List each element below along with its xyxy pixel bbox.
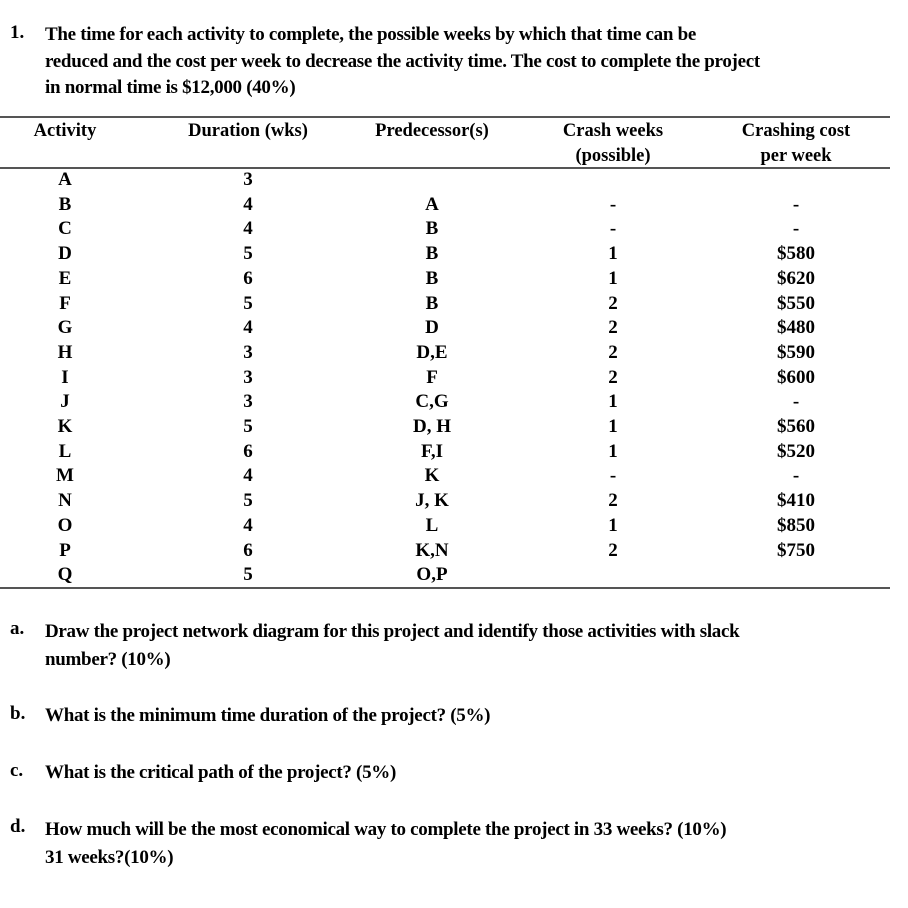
cell-crashing-cost: $580: [777, 243, 815, 265]
table-bottom-rule: [0, 587, 890, 589]
cell-predecessors: B: [425, 267, 439, 289]
table-row: [0, 341, 890, 366]
cell-predecessors: B: [425, 243, 439, 265]
cell-crash-weeks: 2: [608, 490, 618, 512]
cell-duration: 5: [243, 564, 253, 586]
table-top-rule: [0, 116, 890, 118]
table-row: [0, 390, 890, 415]
cell-activity: N: [58, 490, 72, 512]
table-row: [0, 415, 890, 440]
subquestion-text: What is the critical path of the project? (5%): [45, 762, 397, 783]
cell-crash-weeks: 1: [608, 514, 618, 536]
cell-duration: 5: [243, 243, 253, 265]
cell-duration: 3: [243, 391, 253, 413]
cell-crashing-cost: -: [792, 391, 800, 413]
subquestion-line: Draw the project network diagram for this project and identify those activities with slack: [45, 621, 740, 642]
table-row: [0, 489, 890, 514]
cell-crashing-cost: $550: [777, 292, 815, 314]
cell-activity: H: [57, 341, 73, 363]
table-row: [0, 193, 890, 218]
subquestion-text: [45, 816, 895, 872]
table-row: [0, 316, 890, 341]
header-activity: Activity: [33, 121, 97, 141]
cell-crashing-cost: -: [792, 193, 800, 215]
cell-duration: 3: [243, 366, 253, 388]
subquestion-line: number? (10%): [45, 649, 171, 670]
cell-predecessors: K,N: [415, 539, 449, 561]
table-row: [0, 514, 890, 539]
cell-activity: E: [58, 267, 72, 289]
question-number: 1.: [10, 22, 25, 43]
cell-predecessors: D,E: [416, 341, 448, 363]
cell-predecessors: O,P: [416, 564, 448, 586]
cell-crashing-cost: $750: [777, 539, 815, 561]
cell-crashing-cost: $480: [777, 317, 815, 339]
cell-crash-weeks: 1: [608, 267, 618, 289]
cell-activity: O: [57, 514, 73, 536]
cell-activity: C: [58, 218, 72, 240]
cell-crash-weeks: 2: [608, 539, 618, 561]
cell-duration: 6: [243, 539, 253, 561]
cell-crash-weeks: -: [609, 465, 617, 487]
cell-predecessors: J, K: [415, 490, 449, 512]
cell-crash-weeks: 2: [608, 366, 618, 388]
cell-duration: 5: [243, 292, 253, 314]
subquestion-label: a.: [10, 618, 25, 639]
cell-duration: 4: [243, 193, 253, 215]
cell-activity: K: [57, 416, 73, 437]
cell-duration: 4: [243, 218, 253, 240]
cell-crash-weeks: -: [609, 218, 617, 240]
question-line: in normal time is $12,000 (40%): [45, 77, 296, 98]
header-duration: Duration (wks): [188, 121, 308, 141]
cell-crash-weeks: 1: [608, 440, 618, 462]
table-row: [0, 292, 890, 317]
cell-predecessors: K: [424, 465, 440, 487]
cell-crashing-cost: -: [792, 465, 800, 487]
header-line: Crash weeks: [562, 121, 664, 141]
cell-crashing-cost: $520: [777, 440, 815, 462]
cell-crash-weeks: -: [609, 193, 617, 215]
header-crash-weeks: [543, 119, 683, 169]
cell-predecessors: C,G: [415, 391, 449, 413]
table-row: [0, 440, 890, 465]
table-row: [0, 267, 890, 292]
cell-crash-weeks: 2: [608, 341, 618, 363]
cell-crashing-cost: $620: [777, 267, 815, 289]
cell-duration: 4: [243, 317, 253, 339]
cell-duration: 3: [243, 169, 253, 190]
header-line: (possible): [575, 146, 651, 166]
cell-activity: I: [61, 366, 69, 388]
cell-crash-weeks: 1: [608, 243, 618, 265]
cell-duration: 4: [243, 465, 253, 487]
cell-predecessors: B: [425, 292, 439, 314]
cell-activity: F: [59, 292, 71, 314]
cell-crashing-cost: $600: [777, 366, 815, 388]
cell-crashing-cost: $410: [777, 490, 815, 512]
table-row: [0, 563, 890, 588]
cell-crashing-cost: $850: [777, 514, 815, 536]
header-predecessors: Predecessor(s): [375, 121, 489, 141]
subquestion-label: d.: [10, 816, 26, 837]
subquestion-label: b.: [10, 703, 26, 724]
cell-duration: 6: [243, 440, 253, 462]
question-text: [45, 22, 895, 102]
cell-predecessors: L: [425, 514, 439, 536]
cell-crash-weeks: 1: [608, 391, 618, 413]
cell-predecessors: A: [425, 193, 439, 215]
question-line: reduced and the cost per week to decrease the activity time. The cost to complete the project: [45, 50, 760, 72]
cell-activity: B: [58, 193, 72, 215]
cell-crash-weeks: 1: [608, 416, 618, 437]
cell-predecessors: D: [425, 317, 439, 339]
cell-activity: A: [58, 169, 72, 190]
cell-duration: 5: [243, 416, 253, 437]
table-row: [0, 242, 890, 267]
cell-predecessors: B: [425, 218, 439, 240]
cell-activity: G: [57, 317, 73, 339]
cell-crash-weeks: 2: [608, 292, 618, 314]
cell-predecessors: D, H: [413, 416, 451, 437]
subquestion-line: How much will be the most economical way to complete the project in 33 weeks? (10%): [45, 819, 727, 840]
cell-predecessors: F,I: [420, 440, 443, 462]
subquestion-line: 31 weeks?(10%): [45, 847, 174, 868]
cell-duration: 4: [243, 514, 253, 536]
table-row: [0, 539, 890, 564]
header-line: Crashing cost: [741, 121, 851, 141]
subquestion-label: c.: [10, 760, 24, 781]
cell-activity: L: [58, 440, 72, 462]
cell-crashing-cost: $560: [777, 416, 815, 437]
table-row: [0, 366, 890, 391]
cell-duration: 3: [243, 341, 253, 363]
cell-crashing-cost: -: [792, 218, 800, 240]
table-row: [0, 217, 890, 242]
cell-predecessors: F: [426, 366, 438, 388]
table-row: [0, 464, 890, 489]
cell-activity: P: [59, 539, 71, 561]
cell-duration: 6: [243, 267, 253, 289]
cell-activity: D: [58, 243, 72, 265]
cell-activity: M: [56, 465, 74, 487]
table-row: [0, 168, 890, 193]
header-crashing-cost: [716, 119, 876, 169]
subquestion-text: [45, 618, 895, 674]
cell-duration: 5: [243, 490, 253, 512]
header-line: per week: [760, 146, 832, 166]
cell-activity: J: [60, 391, 70, 413]
question-line: The time for each activity to complete, the possible weeks by which that time can be: [45, 24, 696, 45]
subquestion-text: What is the minimum time duration of the project? (5%): [45, 705, 491, 726]
cell-activity: Q: [57, 564, 73, 586]
cell-crashing-cost: $590: [777, 341, 815, 363]
cell-crash-weeks: 2: [608, 317, 618, 339]
